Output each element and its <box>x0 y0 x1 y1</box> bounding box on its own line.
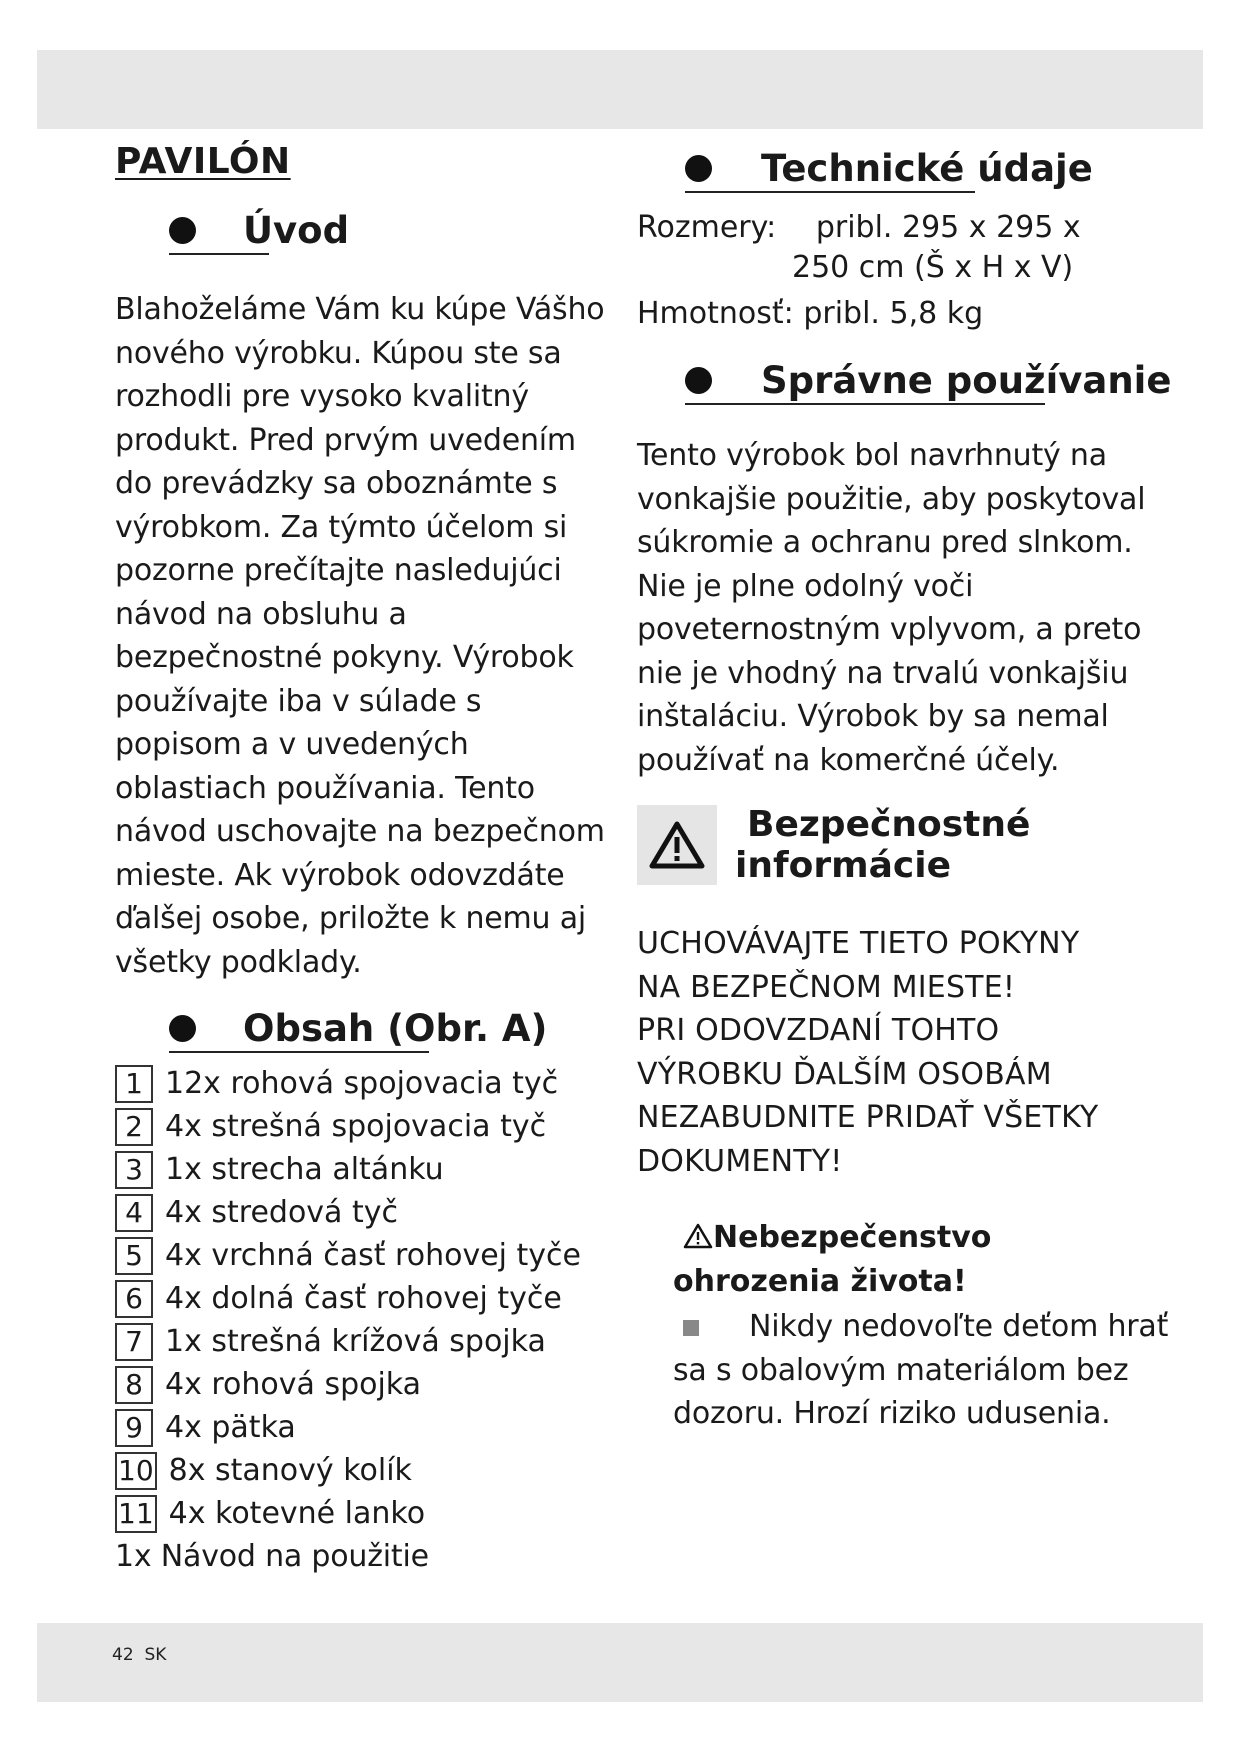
caps-line: DOKUMENTY! <box>637 1143 843 1179</box>
danger-rest-line1: sa s obalovým materiálom bez <box>673 1352 1129 1388</box>
dimensions-label: Rozmery: <box>637 210 777 245</box>
top-band <box>37 50 1203 129</box>
warning-triangle-icon <box>637 805 717 885</box>
danger-title-line1: Nebezpečenstvo <box>713 1220 992 1255</box>
danger-title <box>673 1217 1177 1261</box>
safety-heading-text <box>735 804 1030 886</box>
danger-first-line-text: Nikdy nedovoľte deťom hrať <box>749 1309 1169 1344</box>
list-item <box>115 1320 615 1363</box>
caps-line: NEZABUDNITE PRIDAŤ VŠETKY <box>637 1100 1099 1135</box>
intro-heading <box>115 202 615 260</box>
contents-extra: 1x Návod na použitie <box>115 1539 429 1574</box>
part-number-box: 5 <box>115 1237 153 1275</box>
part-description: 4x pätka <box>165 1410 296 1445</box>
contents-heading-text: Obsah (Obr. A) <box>243 1007 548 1050</box>
part-description: 12x rohová spojovacia tyč <box>165 1066 559 1101</box>
safety-heading <box>637 804 1177 886</box>
list-item <box>115 1062 615 1105</box>
part-number-box: 6 <box>115 1280 153 1318</box>
part-number-box: 1 <box>115 1065 153 1103</box>
danger-rest-line2: dozoru. Hrozí riziko udusenia. <box>673 1396 1111 1431</box>
square-bullet-icon <box>683 1320 699 1336</box>
contents-list <box>115 1062 615 1535</box>
part-description: 4x kotevné lanko <box>168 1496 426 1531</box>
page-footer <box>112 1645 166 1665</box>
list-item <box>115 1492 615 1535</box>
usage-heading-text: Správne používanie <box>761 359 1172 402</box>
right-column <box>637 140 1177 1436</box>
caps-line: NA BEZPEČNOM MIESTE! <box>637 969 1016 1005</box>
part-number-box: 7 <box>115 1323 153 1361</box>
dimensions-value-line1: pribl. 295 x 295 x <box>815 210 1081 245</box>
danger-first-line <box>673 1305 1177 1349</box>
dimensions-spec <box>637 208 1177 248</box>
part-number-box: 4 <box>115 1194 153 1232</box>
intro-heading-text: Úvod <box>243 209 350 252</box>
part-number-box: 2 <box>115 1108 153 1146</box>
small-warning-icon <box>683 1219 713 1261</box>
caps-line: PRI ODOVZDANÍ TOHTO <box>637 1013 1000 1048</box>
bullet-icon <box>685 367 712 394</box>
weight-value: pribl. 5,8 kg <box>803 296 984 331</box>
part-number-box: 11 <box>115 1495 157 1533</box>
list-item <box>115 1105 615 1148</box>
part-description: 4x stredová tyč <box>165 1195 398 1230</box>
usage-text: Tento výrobok bol navrhnutý na vonkajšie použitie, aby poskytoval súkromie a ochranu pred slnkom. Nie je plne odolný voči poveternostným vplyvom, a preto nie je vhodný na trvalú vonkajšiu inštaláciu. Výrobok by sa nemal používať na komerčné účely. <box>637 438 1146 778</box>
danger-block <box>673 1217 1177 1436</box>
safety-caps-block <box>637 922 1177 1183</box>
safety-heading-line2: informácie <box>735 845 952 886</box>
bottom-band <box>37 1623 1203 1702</box>
language-code: SK <box>144 1645 167 1665</box>
page-number: 42 <box>112 1645 134 1665</box>
bullet-icon <box>169 1015 196 1042</box>
list-item <box>115 1406 615 1449</box>
part-description: 1x strecha altánku <box>165 1152 444 1187</box>
list-item <box>115 1234 615 1277</box>
list-item <box>115 1277 615 1320</box>
technical-heading <box>637 140 1177 198</box>
weight-label: Hmotnosť: <box>637 296 794 331</box>
list-item <box>115 1148 615 1191</box>
part-number-box: 10 <box>115 1452 157 1490</box>
technical-heading-text: Technické údaje <box>761 147 1093 190</box>
part-description: 4x strešná spojovacia tyč <box>165 1109 547 1144</box>
list-item <box>115 1191 615 1234</box>
list-item <box>115 1449 615 1492</box>
dimensions-value-line2: 250 cm (Š x H x V) <box>792 250 1074 285</box>
bullet-icon <box>685 155 712 182</box>
part-number-box: 3 <box>115 1151 153 1189</box>
document-title: PAVILÓN <box>115 141 291 182</box>
part-number-box: 8 <box>115 1366 153 1404</box>
caps-line: UCHOVÁVAJTE TIETO POKYNY <box>637 926 1080 961</box>
caps-line: VÝROBKU ĎALŠÍM OSOBÁM <box>637 1056 1052 1092</box>
intro-text: Blahoželáme Vám ku kúpe Vášho nového výrobku. Kúpou ste sa rozhodli pre vysoko kvalitný produkt. Pred prvým uvedením do prevádzky sa oboznámte s výrobkom. Za týmto účelom si pozorne prečítajte nasledujúci návod na obsluhu a bezpečnostné pokyny. Výrobok používajte iba v súlade s popisom a v uvedených oblastiach používania. Tento návod uschovajte na bezpečnom mieste. Ak výrobok odovzdáte ďalšej osobe, priložte k nemu aj všetky podklady. <box>115 292 605 980</box>
list-item <box>115 1363 615 1406</box>
part-description: 8x stanový kolík <box>168 1453 412 1488</box>
part-description: 4x vrchná časť rohovej tyče <box>165 1238 582 1273</box>
left-column <box>115 140 615 1579</box>
part-number-box: 9 <box>115 1409 153 1447</box>
contents-heading <box>115 1000 615 1058</box>
part-description: 1x strešná krížová spojka <box>165 1324 546 1359</box>
safety-heading-line1: Bezpečnostné <box>747 804 1031 845</box>
part-description: 4x rohová spojka <box>165 1367 422 1402</box>
bullet-icon <box>169 217 196 244</box>
usage-heading <box>637 352 1177 410</box>
part-description: 4x dolná časť rohovej tyče <box>165 1281 562 1316</box>
weight-spec <box>637 294 1177 334</box>
danger-title-line2: ohrozenia života! <box>673 1264 967 1299</box>
